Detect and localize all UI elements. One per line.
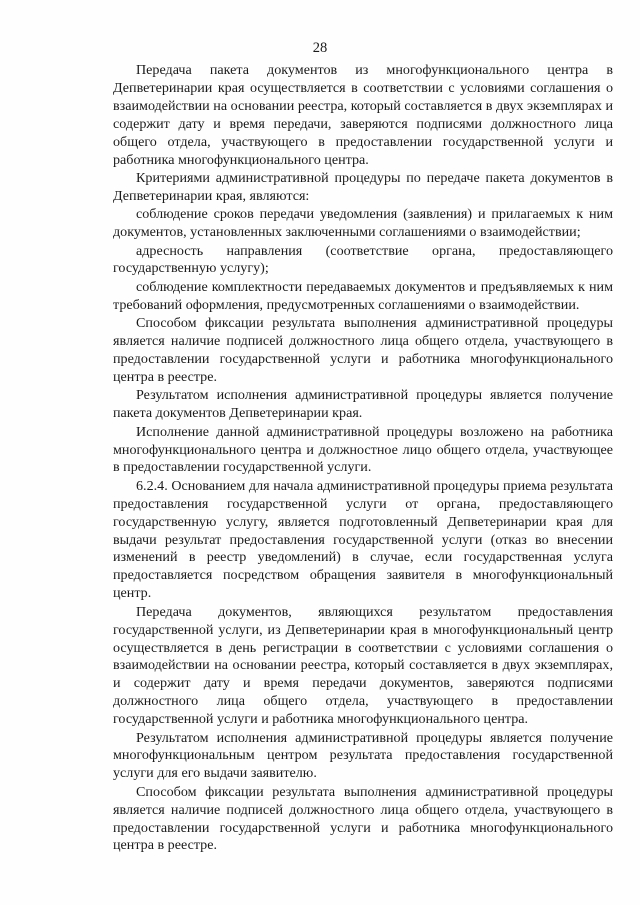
paragraph-fixation-method-final: Способом фиксации результата выполнения административной процедуры является наличие подписей должностного лица общего отдела, участвующего в предоставлении государственной услуги и работника многофункционального центра в реестре. (113, 783, 613, 854)
paragraph-criteria-addressing: адресность направления (соответствие органа, предоставляющего государственную услугу); (113, 242, 613, 277)
paragraph-criteria-deadlines: соблюдение сроков передачи уведомления (заявления) и прилагаемых к ним документов, установленных заключенными соглашениями о взаимодействии; (113, 206, 613, 241)
paragraph-section-6-2-4: 6.2.4. Основанием для начала административной процедуры приема результата предоставления государственной услуги от органа, предоставляющего государственную услугу, является подготовленный Депветеринарии края для выдачи результат предоставления государственной услуги (отказ во внесении изменений в реестр уведомлений) в случае, если государственная услуга предоставляется посредством обращения заявителя в многофункциональный центр. (113, 477, 613, 602)
paragraph-criteria-completeness: соблюдение комплектности передаваемых документов и предъявляемых к ним требований оформления, предусмотренных соглашениями о взаимодействии. (113, 278, 613, 313)
page-number: 28 (312, 40, 328, 56)
paragraph-transfer-package: Передача пакета документов из многофункционального центра в Депветеринарии края осуществляется в соответствии с условиями соглашения о взаимодействии на основании реестра, который составляется в двух экземплярах и содержит дату и время передачи, заверяются подписями должностного лица общего отдела, участвующего в предоставлении государственной услуги и работника многофункционального центра. (113, 62, 613, 168)
paragraph-criteria-intro: Критериями административной процедуры по передаче пакета документов в Депветеринарии края, являются: (113, 169, 613, 204)
document-body (113, 62, 613, 855)
paragraph-fixation-method: Способом фиксации результата выполнения административной процедуры является наличие подписей должностного лица общего отдела, участвующего в предоставлении государственной услуги и работника многофункционального центра в реестре. (113, 315, 613, 385)
paragraph-result-receipt: Результатом исполнения административной процедуры является получение многофункциональным центром результата предоставления государственной услуги для его выдачи заявителю. (113, 729, 613, 782)
paragraph-transfer-results: Передача документов, являющихся результатом предоставления государственной услуги, из Депветеринарии края в многофункциональный центр осуществляется в день регистрации в соответствии с условиями соглашения о взаимодействии на основании реестра, который составляется в двух экземплярах, и содержит дату и время передачи документов, заверяются подписями должностного лица общего отдела, участвующего в предоставлении государственной услуги и работника многофункционального центра. (113, 603, 613, 728)
paragraph-responsibility: Исполнение данной административной процедуры возложено на работника многофункционального центра и должностное лицо общего отдела, участвующее в предоставлении государственной услуги. (113, 423, 613, 476)
paragraph-result: Результатом исполнения административной процедуры является получение пакета документов Депветеринарии края. (113, 387, 613, 422)
